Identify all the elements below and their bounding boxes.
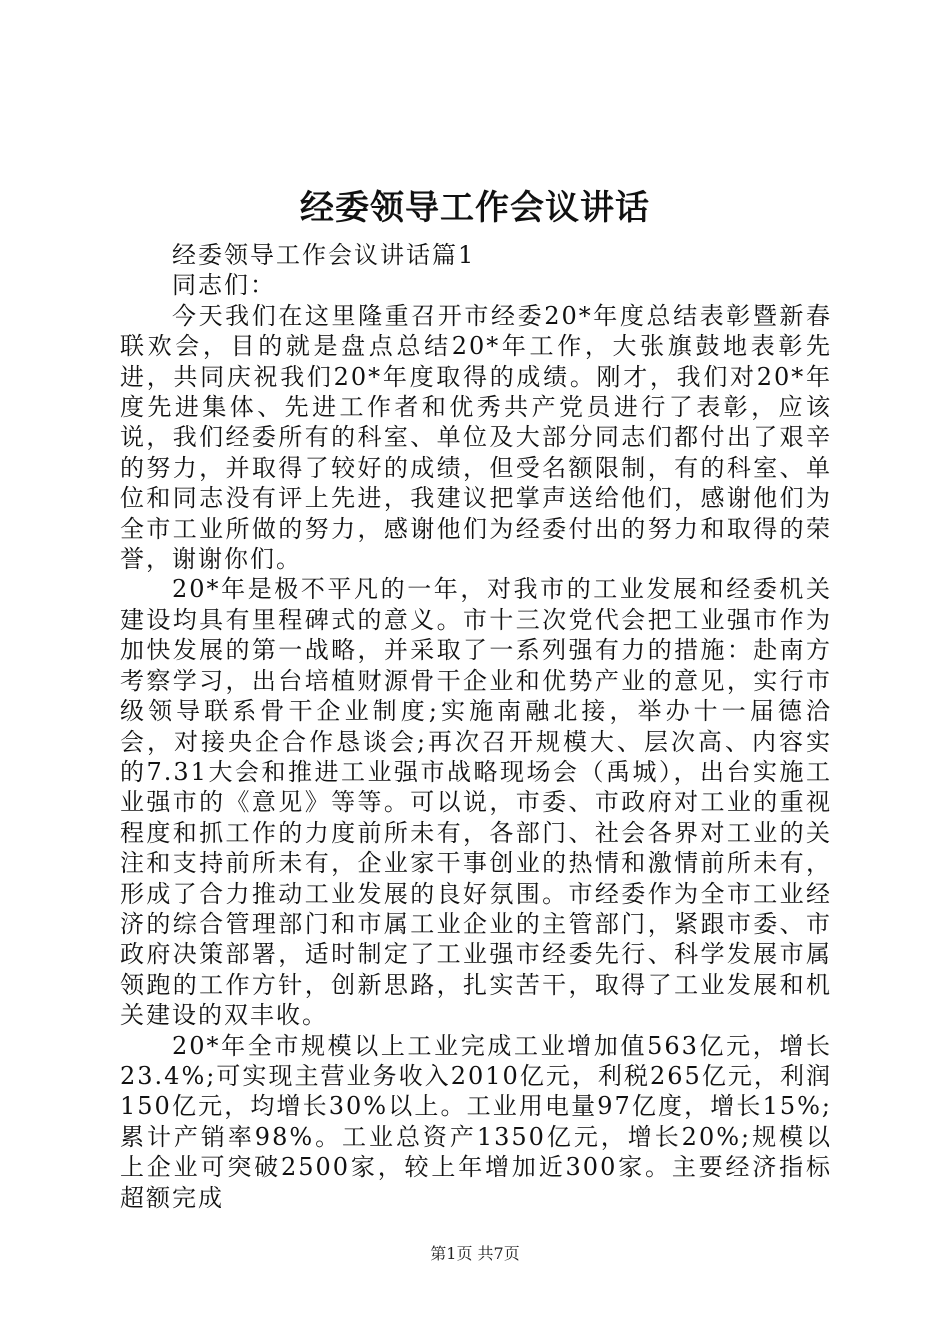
page-footer: 第1页 共7页 <box>430 1244 520 1263</box>
paragraph-2: 20*年是极不平凡的一年，对我市的工业发展和经委机关建设均具有里程碑式的意义。市十三次党代会把工业强市作为加快发展的第一战略，并采取了一系列强有力的措施：赴南方考察学习，出台培植财源骨干企业和优势产业的意见，实行市级领导联系骨干企业制度;实施南融北接，举办十一届德洽会，对接央企合作恳谈会;再次召开规模大、层次高、内容实的7.31大会和推进工业强市战略现场会（禹城），出台实施工业强市的《意见》等等。可以说，市委、市政府对工业的重视程度和抓工作的力度前所未有，各部门、社会各界对工业的关注和支持前所未有，企业家干事创业的热情和激情前所未有，形成了合力推动工业发展的良好氛围。市经委作为全市工业经济的综合管理部门和市属工业企业的主管部门，紧跟市委、市政府决策部署，适时制定了工业强市经委先行、科学发展市属领跑的工作方针，创新思路，扎实苦干，取得了工业发展和机关建设的双丰收。 <box>120 575 832 1030</box>
salutation: 同志们： <box>172 271 276 300</box>
document-body <box>120 240 832 1213</box>
paragraph-1: 今天我们在这里隆重召开市经委20*年度总结表彰暨新春联欢会，目的就是盘点总结20*年工作，大张旗鼓地表彰先进，共同庆祝我们20*年度取得的成绩。刚才，我们对20*年度先进集体、先进工作者和优秀共产党员进行了表彰，应该说，我们经委所有的科室、单位及大部分同志们都付出了艰辛的努力，并取得了较好的成绩，但受名额限制，有的科室、单位和同志没有评上先进，我建议把掌声送给他们，感谢他们为全市工业所做的努力，感谢他们为经委付出的努力和取得的荣誉，谢谢你们。 <box>120 301 832 574</box>
paragraph-3: 20*年全市规模以上工业完成工业增加值563亿元，增长23.4%;可实现主营业务收入2010亿元，利税265亿元，利润150亿元，均增长30%以上。工业用电量97亿度，增长15%;累计产销率98%。工业总资产1350亿元，增长20%;规模以上企业可突破2500家，较上年增加近300家。主要经济指标超额完成 <box>120 1031 832 1212</box>
section-heading: 经委领导工作会议讲话篇1 <box>172 241 476 269</box>
document-title: 经委领导工作会议讲话 <box>300 188 650 228</box>
